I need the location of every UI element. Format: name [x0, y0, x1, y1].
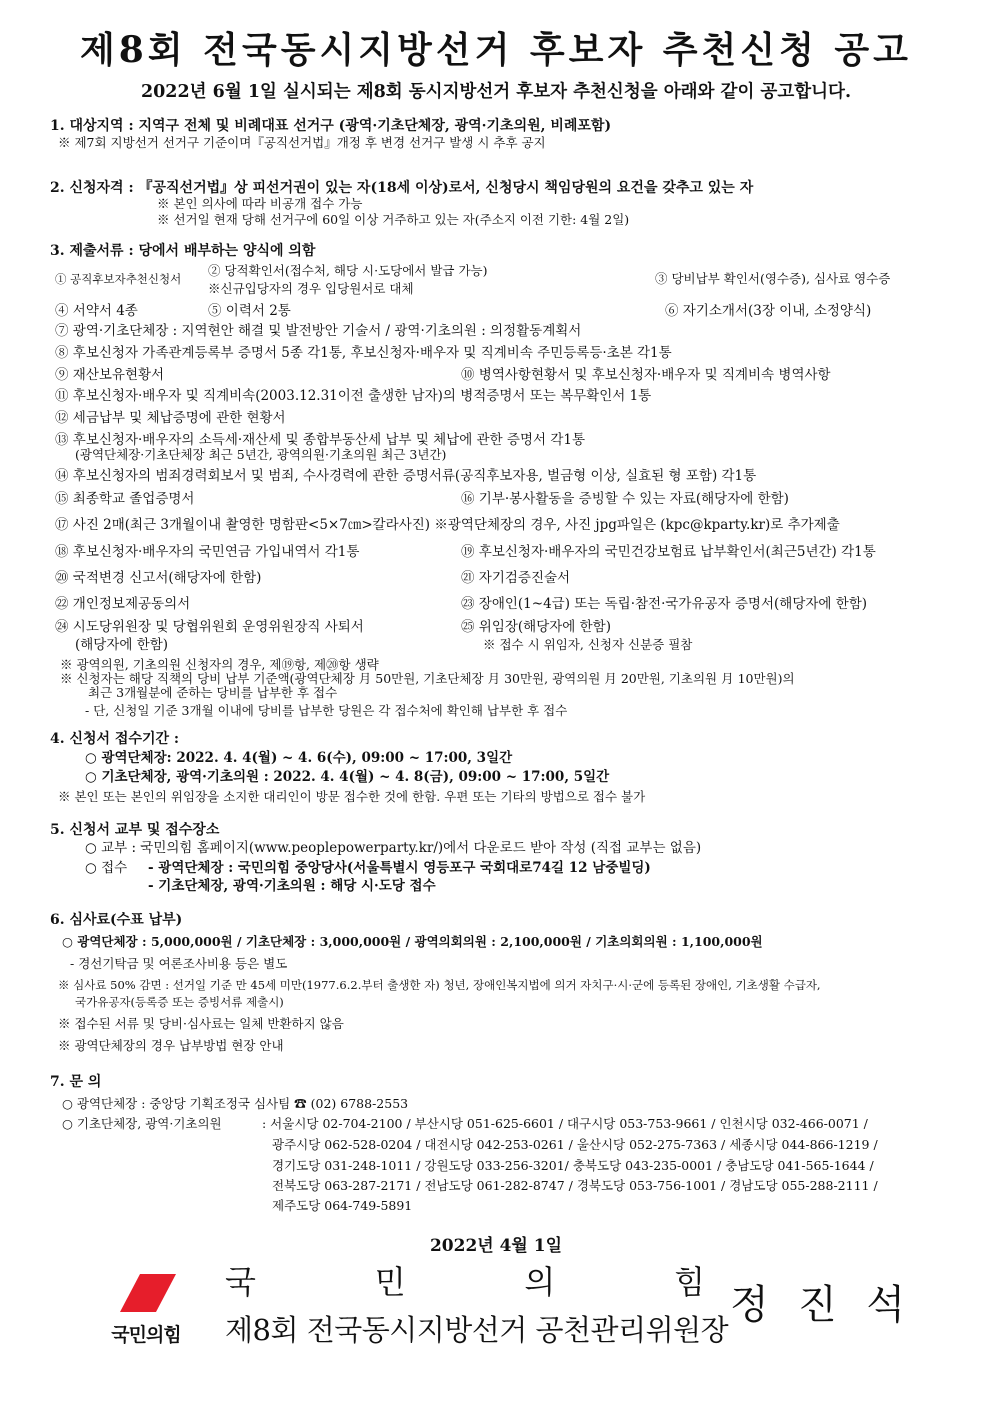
document-item: ⑱ 후보신청자·배우자의 국민연금 가입내역서 각1통 [55, 544, 360, 560]
document-item: ⑧ 후보신청자 가족관계등록부 증명서 5종 각1통, 후보신청자·배우자 및 직계비속 주민등록등·초본 각1통 [55, 345, 672, 361]
notice-date: 2022년 4월 1일 [429, 1236, 563, 1256]
section-6-line-3b: 국가유공자(등록증 또는 증빙서류 제출시) [75, 995, 284, 1009]
section-3-note-3: - 단, 신청일 기준 3개월 이내에 당비를 납부한 당원은 각 접수처에 확인해 납부한 후 접수 [85, 703, 568, 718]
document-item-note: ※ 접수 시 위임자, 신청자 신분증 필참 [483, 637, 693, 652]
document-item: ④ 서약서 4종 [55, 303, 138, 319]
contact-line-2-label: ○ 기초단체장, 광역·기초의원 [62, 1116, 222, 1131]
document-item: ⑰ 사진 2매(최근 3개월이내 촬영한 명함판<5×7㎝>칼라사진) ※광역단체장의 경우, 사진 jpg파일은 (kpc@kparty.kr)로 추가제출 [55, 517, 840, 533]
document-item: ㉔ 시도당위원장 및 당협위원회 운영위원장직 사퇴서 [55, 619, 364, 635]
section-3-note-2: ※ 신청자는 해당 직책의 당비 납부 기준액(광역단체장 月 50만원, 기초단체장 月 30만원, 광역의원 月 20만원, 기초의원 月 10만원)의 [60, 671, 795, 686]
party-name-char: 의 [524, 1263, 556, 1301]
document-item: ⑪ 후보신청자·배우자 및 직계비속(2003.12.31이전 출생한 남자)의 병적증명서 또는 복무확인서 1통 [55, 388, 652, 404]
section-5-heading: 5. 신청서 교부 및 접수장소 [50, 822, 220, 838]
document-item: ⑳ 국적변경 신고서(해당자에 한함) [55, 570, 262, 586]
section-2-note-1: ※ 본인 의사에 따라 비공개 접수 가능 [157, 196, 363, 211]
document-item: ⑦ 광역·기초단체장 : 지역현안 해결 및 발전방안 기술서 / 광역·기초의원 : 의정활동계획서 [55, 323, 582, 339]
section-5-line-1: ○ 교부 : 국민의힘 홈페이지(www.peoplepowerparty.kr/)에서 다운로드 받아 작성 (직접 교부는 없음) [85, 840, 702, 856]
section-5-line-3: - 기초단체장, 광역·기초의원 : 해당 시·도당 접수 [148, 878, 436, 894]
document-item: ⑤ 이력서 2통 [208, 303, 291, 319]
document-item: ① 공직후보자추천신청서 [55, 272, 182, 286]
section-5-line-2-label: ○ 접수 [85, 860, 128, 876]
contact-line-6: 제주도당 064-749-5891 [272, 1198, 413, 1213]
document-item: ⑲ 후보신청자·배우자의 국민건강보험료 납부확인서(최근5년간) 각1통 [461, 544, 876, 560]
document-item: ⑯ 기부·봉사활동을 증빙할 수 있는 자료(해당자에 한함) [461, 491, 789, 507]
document-item-note: (해당자에 한함) [75, 637, 169, 653]
chair-name [730, 1282, 905, 1328]
section-2-note-2: ※ 선거일 현재 당해 선거구에 60일 이상 거주하고 있는 자(주소지 이전 기한: 4월 2일) [157, 212, 630, 227]
document-item: ⑭ 후보신청자의 범죄경력회보서 및 범죄, 수사경력에 관한 증명서류(공직후보자용, 벌금형 이상, 실효된 형 포함) 각1통 [55, 468, 757, 484]
committee-title: 제8회 전국동시지방선거 공천관리위원장 [225, 1313, 729, 1347]
document-item: ⑩ 병역사항현황서 및 후보신청자·배우자 및 직계비속 병역사항 [461, 367, 831, 383]
chair-name-char: 진 [798, 1282, 837, 1328]
document-item: ㉓ 장애인(1~4급) 또는 독립·참전·국가유공자 증명서(해당자에 한함) [461, 596, 868, 612]
party-name [225, 1264, 705, 1300]
party-logo-text: 국민의힘 [111, 1324, 181, 1346]
section-4-note: ※ 본인 또는 본인의 위임장을 소지한 대리인이 방문 접수한 것에 한함. 우편 또는 기타의 방법으로 접수 불가 [58, 789, 646, 804]
section-6-line-3: ※ 심사료 50% 감면 : 선거일 기준 만 45세 미만(1977.6.2.부터 출생한 자) 청년, 장애인복지법에 의거 자치구·시·군에 등록된 장애인, 기초생활 수급자, [58, 978, 821, 992]
page-subtitle: 2022년 6월 1일 실시되는 제8회 동시지방선거 후보자 추천신청을 아래와 같이 공고합니다. [140, 82, 852, 102]
document-item: ㉑ 자기검증진술서 [461, 570, 571, 586]
section-6-line-4: ※ 접수된 서류 및 당비·심사료는 일체 반환하지 않음 [58, 1016, 344, 1031]
contact-line-2: : 서울시당 02-704-2100 / 부산시당 051-625-6601 / 대구시당 053-753-9661 / 인천시당 032-466-0071 / [262, 1116, 868, 1131]
section-6-fees: ○ 광역단체장 : 5,000,000원 / 기초단체장 : 3,000,000원 / 광역의회의원 : 2,100,000원 / 기초의회의원 : 1,100,000원 [62, 934, 763, 949]
document-item: ⑫ 세금납부 및 체납증명에 관한 현황서 [55, 410, 286, 426]
contact-line-5: 전북도당 063-287-2171 / 전남도당 061-282-8747 / 경북도당 053-756-1001 / 경남도당 055-288-2111 / [272, 1178, 878, 1193]
section-6-heading: 6. 심사료(수표 납부) [50, 912, 183, 928]
section-2-heading: 2. 신청자격 : 『공직선거법』상 피선거권이 있는 자(18세 이상)로서, 신청당시 책임당원의 요건을 갖추고 있는 자 [50, 180, 754, 196]
section-1-note: ※ 제7회 지방선거 선거구 기준이며『공직선거법』개정 후 변경 선거구 발생 시 추후 공지 [58, 135, 546, 150]
contact-line-3: 광주시당 062-528-0204 / 대전시당 042-253-0261 / 울산시당 052-275-7363 / 세종시당 044-866-1219 / [272, 1137, 878, 1152]
party-name-char: 힘 [674, 1263, 705, 1301]
party-name-char: 국 [225, 1263, 256, 1301]
section-4-heading: 4. 신청서 접수기간 : [50, 731, 180, 747]
section-6-line-5: ※ 광역단체장의 경우 납부방법 현장 안내 [58, 1038, 284, 1053]
document-item: ② 당적확인서(접수처, 해당 시·도당에서 발급 가능) [208, 263, 488, 278]
document-item: ⑬ 후보신청자·배우자의 소득세·재산세 및 종합부동산세 납부 및 체납에 관한 증명서 각1통 [55, 432, 586, 448]
document-item: ⑮ 최종학교 졸업증명서 [55, 491, 195, 507]
document-item: ㉕ 위임장(해당자에 한함) [461, 619, 611, 635]
contact-line-4: 경기도당 031-248-1011 / 강원도당 033-256-3201/ 충북도당 043-235-0001 / 충남도당 041-565-1644 / [272, 1158, 874, 1173]
section-4-line-2: ○ 기초단체장, 광역·기초의원 : 2022. 4. 4(월) ~ 4. 8(금), 09:00 ~ 17:00, 5일간 [85, 769, 610, 785]
section-3-heading: 3. 제출서류 : 당에서 배부하는 양식에 의함 [50, 243, 316, 259]
chair-name-char: 정 [730, 1282, 769, 1328]
contact-line-1: ○ 광역단체장 : 중앙당 기획조정국 심사팀 ☎ (02) 6788-2553 [62, 1096, 409, 1111]
section-7-heading: 7. 문 의 [50, 1074, 102, 1090]
document-item: ⑥ 자기소개서(3장 이내, 소정양식) [665, 303, 872, 319]
chair-name-char: 석 [866, 1282, 905, 1328]
section-4-line-1: ○ 광역단체장: 2022. 4. 4(월) ~ 4. 6(수), 09:00 ~ 17:00, 3일간 [85, 750, 513, 766]
document-item: ③ 당비납부 확인서(영수증), 심사료 영수증 [655, 271, 891, 286]
party-name-char: 민 [374, 1263, 406, 1301]
section-3-note-1: ※ 광역의원, 기초의원 신청자의 경우, 제⑲항, 제⑳항 생략 [60, 657, 379, 672]
document-item-note: ※신규입당자의 경우 입당원서로 대체 [208, 281, 414, 296]
document-item: ㉒ 개인정보제공동의서 [55, 596, 191, 612]
section-3-note-2b: 최근 3개월분에 준하는 당비를 납부한 후 접수 [88, 685, 338, 700]
page-title: 제8회 전국동시지방선거 후보자 추천신청 공고 [80, 29, 912, 71]
section-6-line-2: - 경선기탁금 및 여론조사비용 등은 별도 [70, 956, 288, 971]
document-item: ⑨ 재산보유현황서 [55, 367, 165, 383]
section-1-heading: 1. 대상지역 : 지역구 전체 및 비례대표 선거구 (광역·기초단체장, 광역·기초의원, 비례포함) [50, 118, 612, 134]
document-item-note: (광역단체장·기초단체장 최근 5년간, 광역의원·기초의원 최근 3년간) [75, 447, 447, 462]
section-5-line-2: - 광역단체장 : 국민의힘 중앙당사(서울특별시 영등포구 국회대로74길 12 남중빌딩) [148, 860, 651, 876]
